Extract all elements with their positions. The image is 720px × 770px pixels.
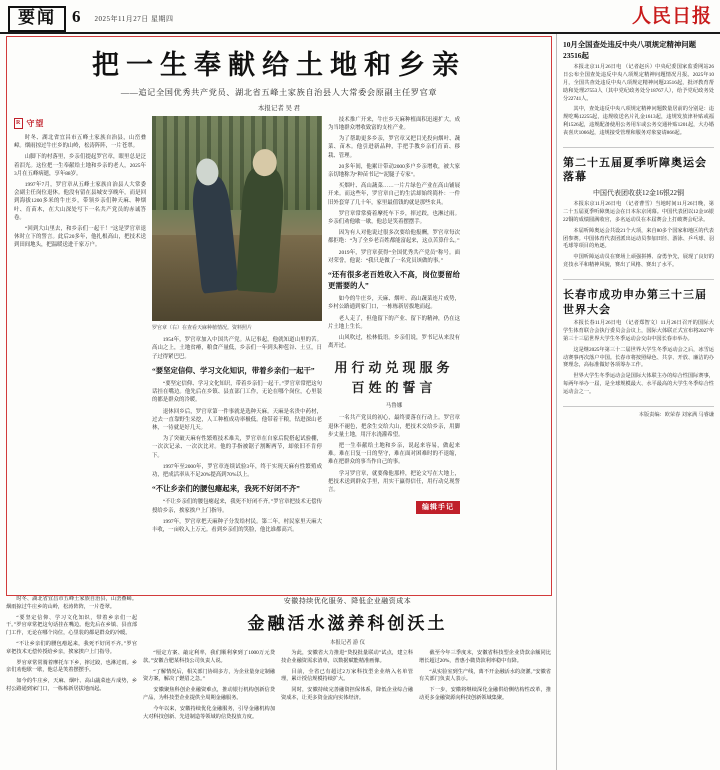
paragraph: 世界大学生冬季运动会是国际大体联主办的综合性国际赛事，每两年举办一届，是全球规模最大、水平最高的大学生冬季综合性运动会之一。 <box>563 373 714 395</box>
pull-quote-2: “不让乡亲们的腰包瘪起来，我死不好闭不齐” <box>152 484 300 494</box>
rail-headline: 10月全国查处违反中央八项规定精神问题23516起 <box>563 40 697 60</box>
paragraph: “不让乡亲们的腰包瘪起来，我死不好闭不齐。”罗官章把技术无偿传授给乡亲，挨家挨户上门指导。 <box>6 640 138 655</box>
paragraph: 为此，安徽省大力推进“贷投批量联动”试点，建立科技企业融资需求清单，以数据赋能精准画像。 <box>281 650 414 664</box>
paragraph: 20多年间，他累计带动2000多户乡亲增收，被大家亲切地称为“种苗书记”“泥腿子专家”。 <box>328 163 460 178</box>
rail-story-2 <box>563 148 714 280</box>
paragraph: 为了帮助更多乡亲，罗官章又把目光投向烟叶、蔬菜、苗木。他引进新品种，手把手教乡亲们育苗、移栽、管理。 <box>328 136 460 159</box>
paragraph: 学习罗官章，就要像他那样，把论文写在大地上，把技术送到群众手里，用实干赢得信任，用行动兑现誓言。 <box>328 470 460 494</box>
paragraph: 时冬、湖北省宜昌市五峰土家族自治县，山峦叠嶂。烟雨掠过牛庄乡的山岭，松涛阵阵，一片苍翠。 <box>14 134 146 150</box>
paragraph: 下一步，安徽将继续深化金融供给侧结构性改革，推动更多金融资源向科技创新领域集聚。 <box>419 687 552 701</box>
paragraph: 本届听障奥运会共设21个大项，来自80多个国家和地区的代表团参赛。中国体育代表团派出运动员参加田径、游泳、乒乓球、羽毛球等项目的角逐。 <box>563 227 714 250</box>
paper-logo: 人民日报 <box>631 6 712 27</box>
rail-story-1 <box>563 36 714 148</box>
secondary-col-1 <box>143 650 275 724</box>
paragraph: 山脚下的村落里，乡亲们提起罗官章，眼里总是泛着泪光。这位把一生奉献给土地和乡亲的老人，2025年3月在五峰病逝，享年88岁。 <box>14 154 146 177</box>
lead-byline: 本报记者 吴 君 <box>257 104 301 112</box>
paragraph: “从实验室到生产线，离不开金融活水的浇灌。”安徽省有关部门负责人表示。 <box>419 668 552 683</box>
paragraph: 罗官章常常骑着摩托车下乡，摔过跤，也淋过雨。乡亲们劝他歇一歇，他总是笑着摆摆手。 <box>6 659 138 674</box>
issue-date: 2025年11月27日 星期四 <box>94 15 174 23</box>
paragraph: 把一生奉献给土地和乡亲，说起来容易，做起来难。难在日复一日的坚守，难在面对困难时的不退缩，难在把群众的事当作自己的事。 <box>328 443 460 466</box>
paragraph: 山风吹过，松林低语。乡亲们说，罗书记从来没有离开过。 <box>328 335 460 350</box>
rail-body <box>563 320 714 396</box>
left-column <box>0 34 556 770</box>
paragraph: “了解情况后，相关部门协调多方，为企业量身定制融资方案，解决了燃眉之急。” <box>143 668 276 683</box>
editorial-title: 用行动兑现服务百姓的誓言 <box>334 360 454 396</box>
paragraph: 1954年，罗官章加入中国共产党。从记事起，他就知道山里的苦。高山之上，土地贫瘠，粮食产量低，乡亲们一年到头种苞谷、土豆，日子过得紧巴巴。 <box>152 337 322 360</box>
rail-headline: 长春市成功申办第三十三届世界大会 <box>563 288 707 316</box>
lead-columns <box>14 116 544 608</box>
paragraph: 今年以来，安徽持续优化金融服务，引导金融机构加大对科技创新、先进制造等领域的信贷投放力度。 <box>143 705 276 720</box>
editor-note-badge: 编辑手记 <box>416 501 460 514</box>
paragraph: “厘定方案、敲定利率，我们顺利拿到了1000万元贷款。”安徽合肥某科技公司负责人说。 <box>143 650 276 664</box>
pull-quote-3: “还有很多老百姓收入不高，岗位要留给更需要的人” <box>328 270 460 291</box>
paragraph: 本报东京11月26日电 （记者曹雪）当地时间11月26日晚，第二十五届夏季听障奥运会在日本东京闭幕。中国代表团以12金16银22铜的成绩圆满收官，多名运动员在本届赛会上打破赛会纪录。 <box>563 201 714 223</box>
paragraph: 本报北京11月26日电 （记者赵兵）中央纪委国家监委网站26日公布全国查处违反中央八项规定精神问题情况月报。2025年10月，全国共查处违反中央八项规定精神问题23516起，批评教育帮助和处理27553人（其中党纪政务处分18767人），给予党纪政务处分22741人。 <box>563 64 714 102</box>
paragraph: 为了突破天麻有性繁殖技术难关，罗官章在自家后院搭起试验棚，一次次记录、一次次比对。他的手指被锯子割断两节，却依旧不肯停下。 <box>152 436 322 459</box>
lead-photo <box>152 116 322 321</box>
secondary-col-2 <box>281 650 413 724</box>
rail-body <box>563 201 714 269</box>
editorial-byline: 马鲁娜 <box>385 402 403 409</box>
paragraph: 因为有人对他说过很多次要给他报酬，罗官章每次都拒绝：“为了全乡老百姓都能富起来，这点苦算什么。” <box>328 230 460 245</box>
paragraph: 老人走了，但他留下的产业、留下的精神，仍在这片土地上生长。 <box>328 315 460 330</box>
secondary-col-3 <box>419 650 551 724</box>
page-credits: 本版责编：欧荣春 刘家满 马睿谦 <box>638 411 714 418</box>
rail-body <box>563 64 714 137</box>
secondary-story <box>6 596 552 724</box>
rail-subhead: 中国代表团收获12金16银22铜 <box>593 189 684 198</box>
lead-col-1 <box>14 116 146 608</box>
subsection-label: R 守望 <box>16 118 45 128</box>
paragraph: “回到大山里去，和乡亲们一起干！”这是罗官章退休时立下的誓言。此后20多年，他扎根高山，把技术送到田间地头，把温暖送进千家万户。 <box>14 225 146 249</box>
paragraph: “要坚定信仰、学习文化知识，带着乡亲们一起干。”罗官章常把这句话挂在嘴边。他先后在乡镇、县直部门工作，无论在哪个岗位，心里装的都是群众的冷暖。 <box>152 380 322 404</box>
paragraph: 买烟叶、高山蔬菜……一片片绿色产业在高山铺展开来。而这些年，罗官章自己的生活却始终简朴：一件旧外套穿了几十年，家里最值钱的就是那些农具。 <box>328 183 460 206</box>
paragraph: 罗官章常常骑着摩托车下乡，摔过跤，也淋过雨。乡亲们劝他歇一歇，他总是笑着摆摆手。 <box>328 210 460 225</box>
paragraph: 本报长春11月26日电 （记者郑智文）11月26日召开的国际大学生体育联合会执行委员会会议上，国际大体联正式宣布将2027年第三十三届世界大学生冬季运动会交由中国长春市举办。 <box>563 320 714 342</box>
paragraph: 截至今年三季度末，安徽省科技型企业贷款余额同比增长超过20%，普惠小微贷款利率稳中有降。 <box>419 650 552 664</box>
section-name: 要闻 <box>8 6 66 32</box>
photo-trees <box>152 116 322 210</box>
paragraph: 同时，安徽持续完善融资担保体系，降低企业综合融资成本，让更多资金流向实体经济。 <box>281 687 414 701</box>
pull-quote-1: “要坚定信仰、学习文化知识，带着乡亲们一起干” <box>152 365 315 375</box>
section-number: 6 <box>72 7 81 26</box>
paragraph: 其中，查处违反中央八项规定精神问题数量居前的分别是：违规吃喝12255起，违规收送名片礼金1613起，违规发放津补贴或福利1526起，违规配备使用公务用车或公务交通补贴1201起，大办婚丧喜庆1066起，违规接受管理和服务对象宴请866起。 <box>563 106 714 136</box>
paragraph: 一名共产党员的初心，最终要落在行动上。罗官章退休不褪色，把余生交给大山，把技术交给乡亲，用脚步丈量土地，用汗水浇灌希望。 <box>328 415 460 438</box>
right-rail <box>556 34 720 770</box>
paragraph: 2019年，罗官章获得“全国优秀共产党员”称号。面对荣誉，他说：“我只是做了一名党员该做的事。” <box>328 249 460 264</box>
masthead <box>0 0 720 34</box>
paragraph: 目前，全省已有超过2万家科技型企业纳入名单管理，累计授信规模持续扩大。 <box>281 668 414 683</box>
lead-col-2 <box>152 116 322 608</box>
paragraph: 技术推广开来，牛庄乡天麻种植面积迅速扩大，成为当地群众增收致富的支柱产业。 <box>328 116 460 131</box>
paragraph: 这是继2025年第三十二届世界大学生冬季运动会之后，冰雪运动赛事再次落户中国。长春市将按照绿色、共享、开放、廉洁的办赛理念，高标准做好各项筹办工作。 <box>563 346 714 369</box>
paragraph: “不让乡亲们的腰包瘪起来，我死不好闭不齐。”罗官章把技术无偿传授给乡亲，挨家挨户上门指导。 <box>152 499 322 514</box>
secondary-col-0 <box>6 596 137 724</box>
paragraph: 如今的牛庄乡，天麻、烟叶、高山蔬菜连片成势，乡村公路通到家门口，一栋栋新居拔地而起。 <box>328 296 460 311</box>
paragraph: 1997年7月，罗官章从五峰土家族自治县人大常委会副主任岗位退休。他没有留在县城安享晚年，而是回到海拔1200多米的牛庄乡，带领乡亲们种天麻、种烟叶、育苗木，在大山深处写下一名共产党员的赤诚答卷。 <box>14 181 146 221</box>
page-title: 把一生奉献给土地和乡亲 <box>92 50 466 80</box>
secondary-title: 金融活水滋养科创沃土 <box>247 614 448 633</box>
paragraph: 1997年至2000年，罗官章连续试验3年，终于实现天麻有性繁殖成功，把成活率从不足20%提高到70%以上。 <box>152 463 322 478</box>
paragraph: 中国听障运动员在赛场上顽强拼搏、奋勇争先，展现了良好的竞技水平和精神风貌，赛出了风格、赛出了水平。 <box>563 254 714 268</box>
paragraph: 时冬、湖北省宜昌市五峰土家族自治县，山峦叠嶂。烟雨掠过牛庄乡的山岭，松涛阵阵，一片苍翠。 <box>6 596 138 610</box>
page-body <box>0 34 720 770</box>
rail-story-3 <box>563 280 714 407</box>
secondary-byline: 本报记者 游 仪 <box>329 640 366 646</box>
secondary-kicker: 安徽持续优化服务、降低企业融资成本 <box>283 597 412 605</box>
photo-caption: 罗官章（右）在查看天麻种植情况。资料照片 <box>152 325 253 331</box>
paragraph: “要坚定信仰、学习文化知识，带着乡亲们一起干。”罗官章常把这句话挂在嘴边。他先后在乡镇、县直部门工作，无论在哪个岗位，心里装的都是群众的冷暖。 <box>6 614 138 637</box>
paragraph: 如今的牛庄乡，天麻、烟叶、高山蔬菜连片成势，乡村公路通到家门口，一栋栋新居拔地而起。 <box>6 678 138 692</box>
lead-story <box>6 36 552 596</box>
paragraph: 1997年，罗官章把天麻种子分发给村民。第二年，村民家里天麻大丰收，一亩收入上万元。看到乡亲们的笑脸，他比谁都高兴。 <box>152 518 322 533</box>
lead-subhead: ——追记全国优秀共产党员、湖北省五峰土家族自治县人大常委会原副主任罗官章 <box>120 87 438 97</box>
paragraph: 安徽聚焦科创企业融资难点，推动银行机构创新信贷产品，为科技型企业提供全周期金融服务。 <box>143 687 276 701</box>
rail-headline: 第二十五届夏季听障奥运会落幕 <box>563 156 707 184</box>
red-marker-icon: R <box>14 118 23 129</box>
paragraph: 退休回乡后，罗官章第一件事就是选种天麻。天麻是名贵中药材，过去一直靠野生采挖，人工种植成功率极低。他带着干粮，钻进深山老林，一待就是好几天。 <box>152 408 322 431</box>
lead-col-3 <box>328 116 460 608</box>
